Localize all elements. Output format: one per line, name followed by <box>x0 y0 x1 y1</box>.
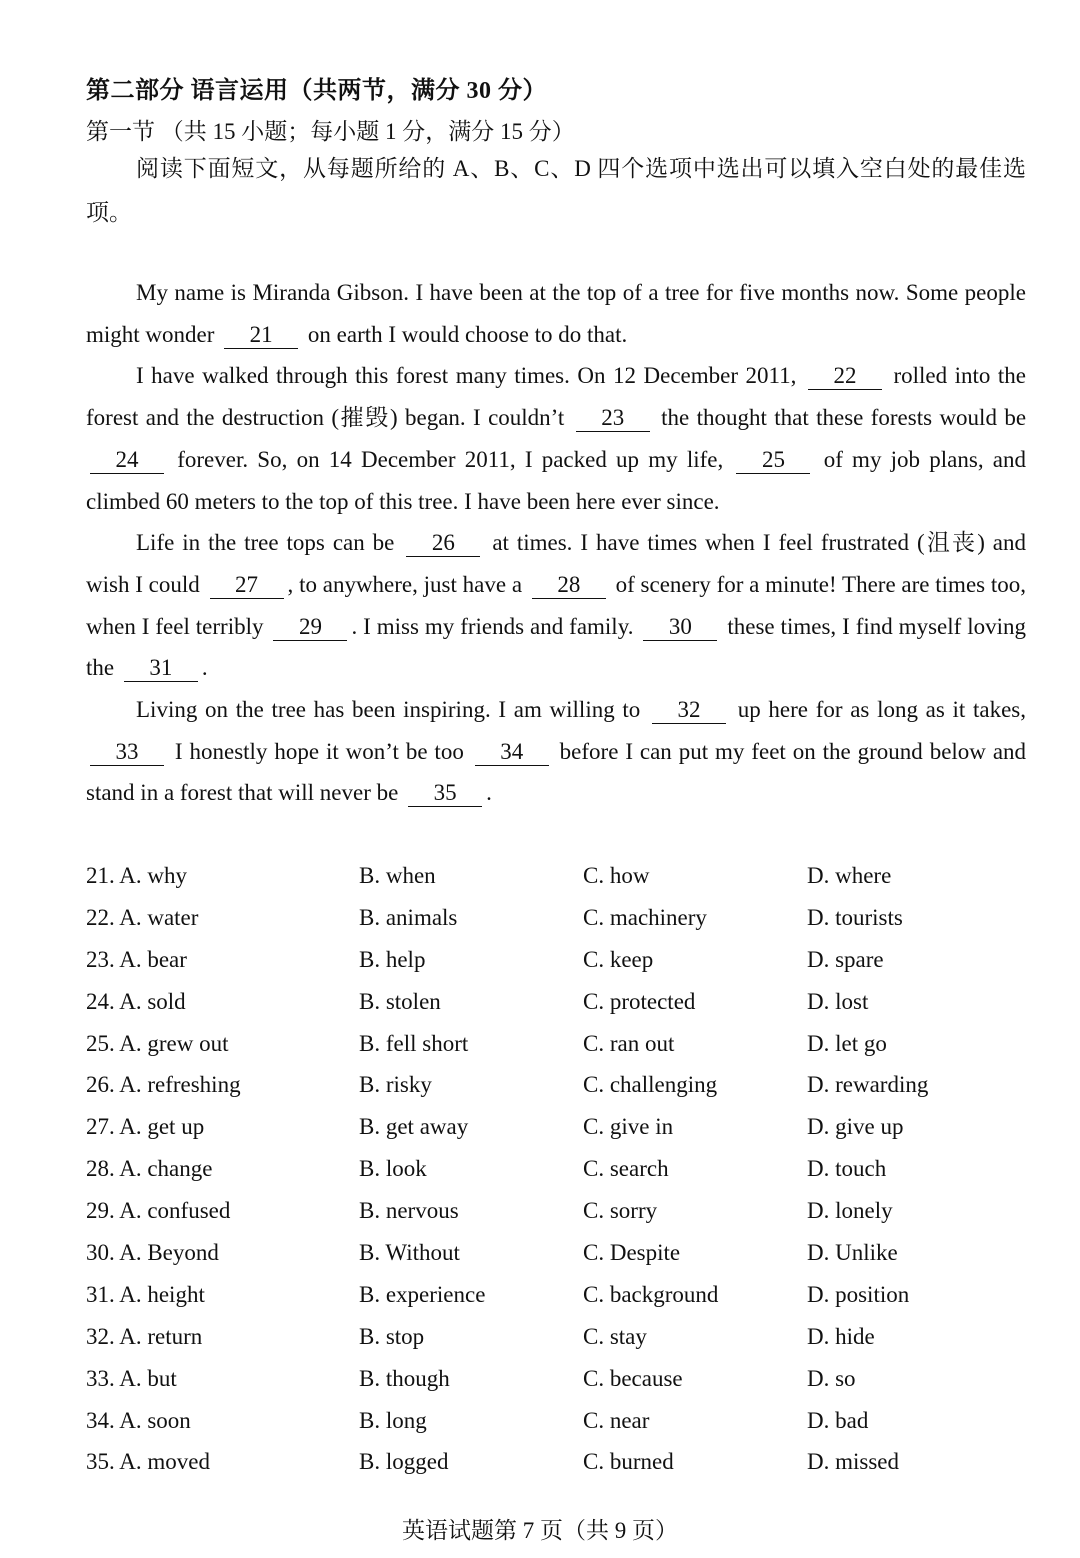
option-d: D. spare <box>807 946 884 972</box>
blank-33: 33 <box>90 739 164 766</box>
option-c: C. protected <box>583 988 696 1014</box>
option-c: C. keep <box>583 946 654 972</box>
answer-options <box>86 857 1026 1485</box>
option-a: 33. A. but <box>86 1365 177 1391</box>
option-row <box>86 1025 1026 1067</box>
option-a: 30. A. Beyond <box>86 1240 219 1266</box>
option-c: C. give in <box>583 1114 674 1140</box>
option-b: B. experience <box>359 1281 486 1307</box>
option-b: B. logged <box>359 1449 449 1475</box>
passage-text: up here for as long as it takes, <box>737 697 1026 723</box>
option-c: C. Despite <box>583 1240 681 1266</box>
blank-29: 29 <box>273 614 347 641</box>
passage-text: . <box>486 780 492 806</box>
option-a: 31. A. height <box>86 1281 205 1307</box>
passage-text: rolled into the forest and the destruction (摧毁) began. I couldn’t <box>86 363 1026 431</box>
section-title: 第一节 （共 15 小题；每小题 1 分，满分 15 分） <box>86 119 575 144</box>
option-c: C. ran out <box>583 1030 675 1056</box>
option-row <box>86 1402 1026 1444</box>
option-c: C. challenging <box>583 1072 718 1098</box>
blank-27: 27 <box>210 572 284 599</box>
option-a: 32. A. return <box>86 1323 203 1349</box>
option-b: B. look <box>359 1156 427 1182</box>
option-b: B. stolen <box>359 988 441 1014</box>
passage-text: Living on the tree has been inspiring. I am willing to <box>136 697 641 723</box>
option-c: C. sorry <box>583 1198 658 1224</box>
passage-text: of my job plans, and climbed 60 meters to the top of this tree. I have been here ever since. <box>86 446 1026 514</box>
option-a: 21. A. why <box>86 863 187 888</box>
blank-23: 23 <box>576 405 650 432</box>
passage-text: . I miss my friends and family. <box>351 613 634 639</box>
blank-32: 32 <box>652 697 726 724</box>
option-row <box>86 1066 1026 1108</box>
reading-passage <box>86 272 1026 814</box>
passage-text: these times, I find myself loving the <box>86 613 1027 681</box>
option-d: D. touch <box>807 1156 887 1182</box>
option-b: B. though <box>359 1365 450 1391</box>
option-a: 34. A. soon <box>86 1407 191 1433</box>
option-a: 25. A. grew out <box>86 1030 229 1056</box>
option-c: C. burned <box>583 1449 674 1475</box>
option-row <box>86 941 1026 983</box>
option-row <box>86 1276 1026 1318</box>
option-b: B. animals <box>359 904 458 930</box>
passage-text: on earth I would choose to do that. <box>307 321 628 347</box>
option-b: B. nervous <box>359 1198 459 1224</box>
option-c: C. machinery <box>583 904 707 930</box>
passage-text: the thought that these forests would be <box>661 405 1027 431</box>
blank-22: 22 <box>808 363 882 390</box>
passage-text: before I can put my feet on the ground below and stand in a forest that will never be <box>86 738 1027 806</box>
option-d: D. hide <box>807 1323 875 1349</box>
option-row <box>86 899 1026 941</box>
option-d: D. let go <box>807 1030 887 1056</box>
option-b: B. stop <box>359 1323 425 1349</box>
blank-25: 25 <box>736 447 810 474</box>
option-a: 22. A. water <box>86 904 199 930</box>
option-a: 35. A. moved <box>86 1449 210 1475</box>
part-title: 第二部分 语言运用（共两节，满分 30 分） <box>86 78 547 104</box>
option-d: D. give up <box>807 1114 904 1140</box>
option-a: 29. A. confused <box>86 1198 231 1224</box>
passage-text: forever. So, on 14 December 2011, I packed up my life, <box>177 446 724 472</box>
option-a: 23. A. bear <box>86 946 187 972</box>
option-c: C. stay <box>583 1323 647 1349</box>
blank-35: 35 <box>408 780 482 807</box>
blank-28: 28 <box>532 572 606 599</box>
option-b: B. help <box>359 946 426 972</box>
passage-text: I have walked through this forest many times. On 12 December 2011, <box>136 363 797 389</box>
option-c: C. background <box>583 1281 719 1307</box>
option-b: B. when <box>359 863 436 888</box>
option-d: D. Unlike <box>807 1240 898 1266</box>
blank-26: 26 <box>406 530 480 557</box>
passage-text: Life in the tree tops can be <box>136 530 395 556</box>
option-d: D. lonely <box>807 1198 893 1224</box>
passage-text: I honestly hope it won’t be too <box>174 738 464 764</box>
option-d: D. lost <box>807 988 869 1014</box>
option-row <box>86 1360 1026 1402</box>
passage-text: . <box>201 655 208 681</box>
option-d: D. bad <box>807 1407 869 1433</box>
passage-text: at times. I have times when I feel frustrated (沮丧) and wish I could <box>86 530 1027 597</box>
option-c: C. near <box>583 1407 650 1433</box>
option-a: 27. A. get up <box>86 1114 205 1140</box>
option-c: C. how <box>583 863 650 888</box>
blank-30: 30 <box>643 614 717 641</box>
option-d: D. position <box>807 1281 910 1307</box>
option-d: D. missed <box>807 1449 899 1475</box>
passage-text: of scenery for a minute! There are times too, when I feel terribly <box>86 571 1027 639</box>
option-row <box>86 1108 1026 1150</box>
passage-text: My name is Miranda Gibson. I have been at the top of a tree for five months now. Some people might wonder <box>86 280 1026 347</box>
option-b: B. fell short <box>359 1030 469 1056</box>
option-d: D. so <box>807 1365 856 1391</box>
option-row <box>86 1318 1026 1360</box>
option-b: B. get away <box>359 1114 469 1140</box>
passage-text: , to anywhere, just have a <box>287 571 523 597</box>
page-footer: 英语试题第 7 页（共 9 页） <box>402 1518 678 1543</box>
blank-31: 31 <box>124 655 198 682</box>
option-b: B. Without <box>359 1240 460 1266</box>
option-row <box>86 1192 1026 1234</box>
paragraph-4 <box>86 689 1026 814</box>
option-d: D. where <box>807 863 892 888</box>
option-b: B. long <box>359 1407 427 1433</box>
option-row <box>86 1234 1026 1276</box>
option-row <box>86 1150 1026 1192</box>
option-c: C. because <box>583 1365 683 1391</box>
paragraph-1 <box>86 272 1026 355</box>
option-row <box>86 857 1026 899</box>
option-row <box>86 983 1026 1025</box>
instruction-text: 阅读下面短文，从每题所给的 A、B、C、D 四个选项中选出可以填入空白处的最佳选项。 <box>86 156 1026 225</box>
option-a: 24. A. sold <box>86 988 186 1014</box>
option-d: D. rewarding <box>807 1072 929 1098</box>
paragraph-2 <box>86 355 1026 522</box>
option-row <box>86 1443 1026 1485</box>
option-d: D. tourists <box>807 904 903 930</box>
option-a: 26. A. refreshing <box>86 1072 241 1098</box>
option-b: B. risky <box>359 1072 432 1098</box>
option-a: 28. A. change <box>86 1156 213 1182</box>
option-c: C. search <box>583 1156 669 1182</box>
paragraph-3 <box>86 522 1026 689</box>
blank-34: 34 <box>475 739 549 766</box>
blank-24: 24 <box>90 447 164 474</box>
blank-21: 21 <box>224 322 298 349</box>
